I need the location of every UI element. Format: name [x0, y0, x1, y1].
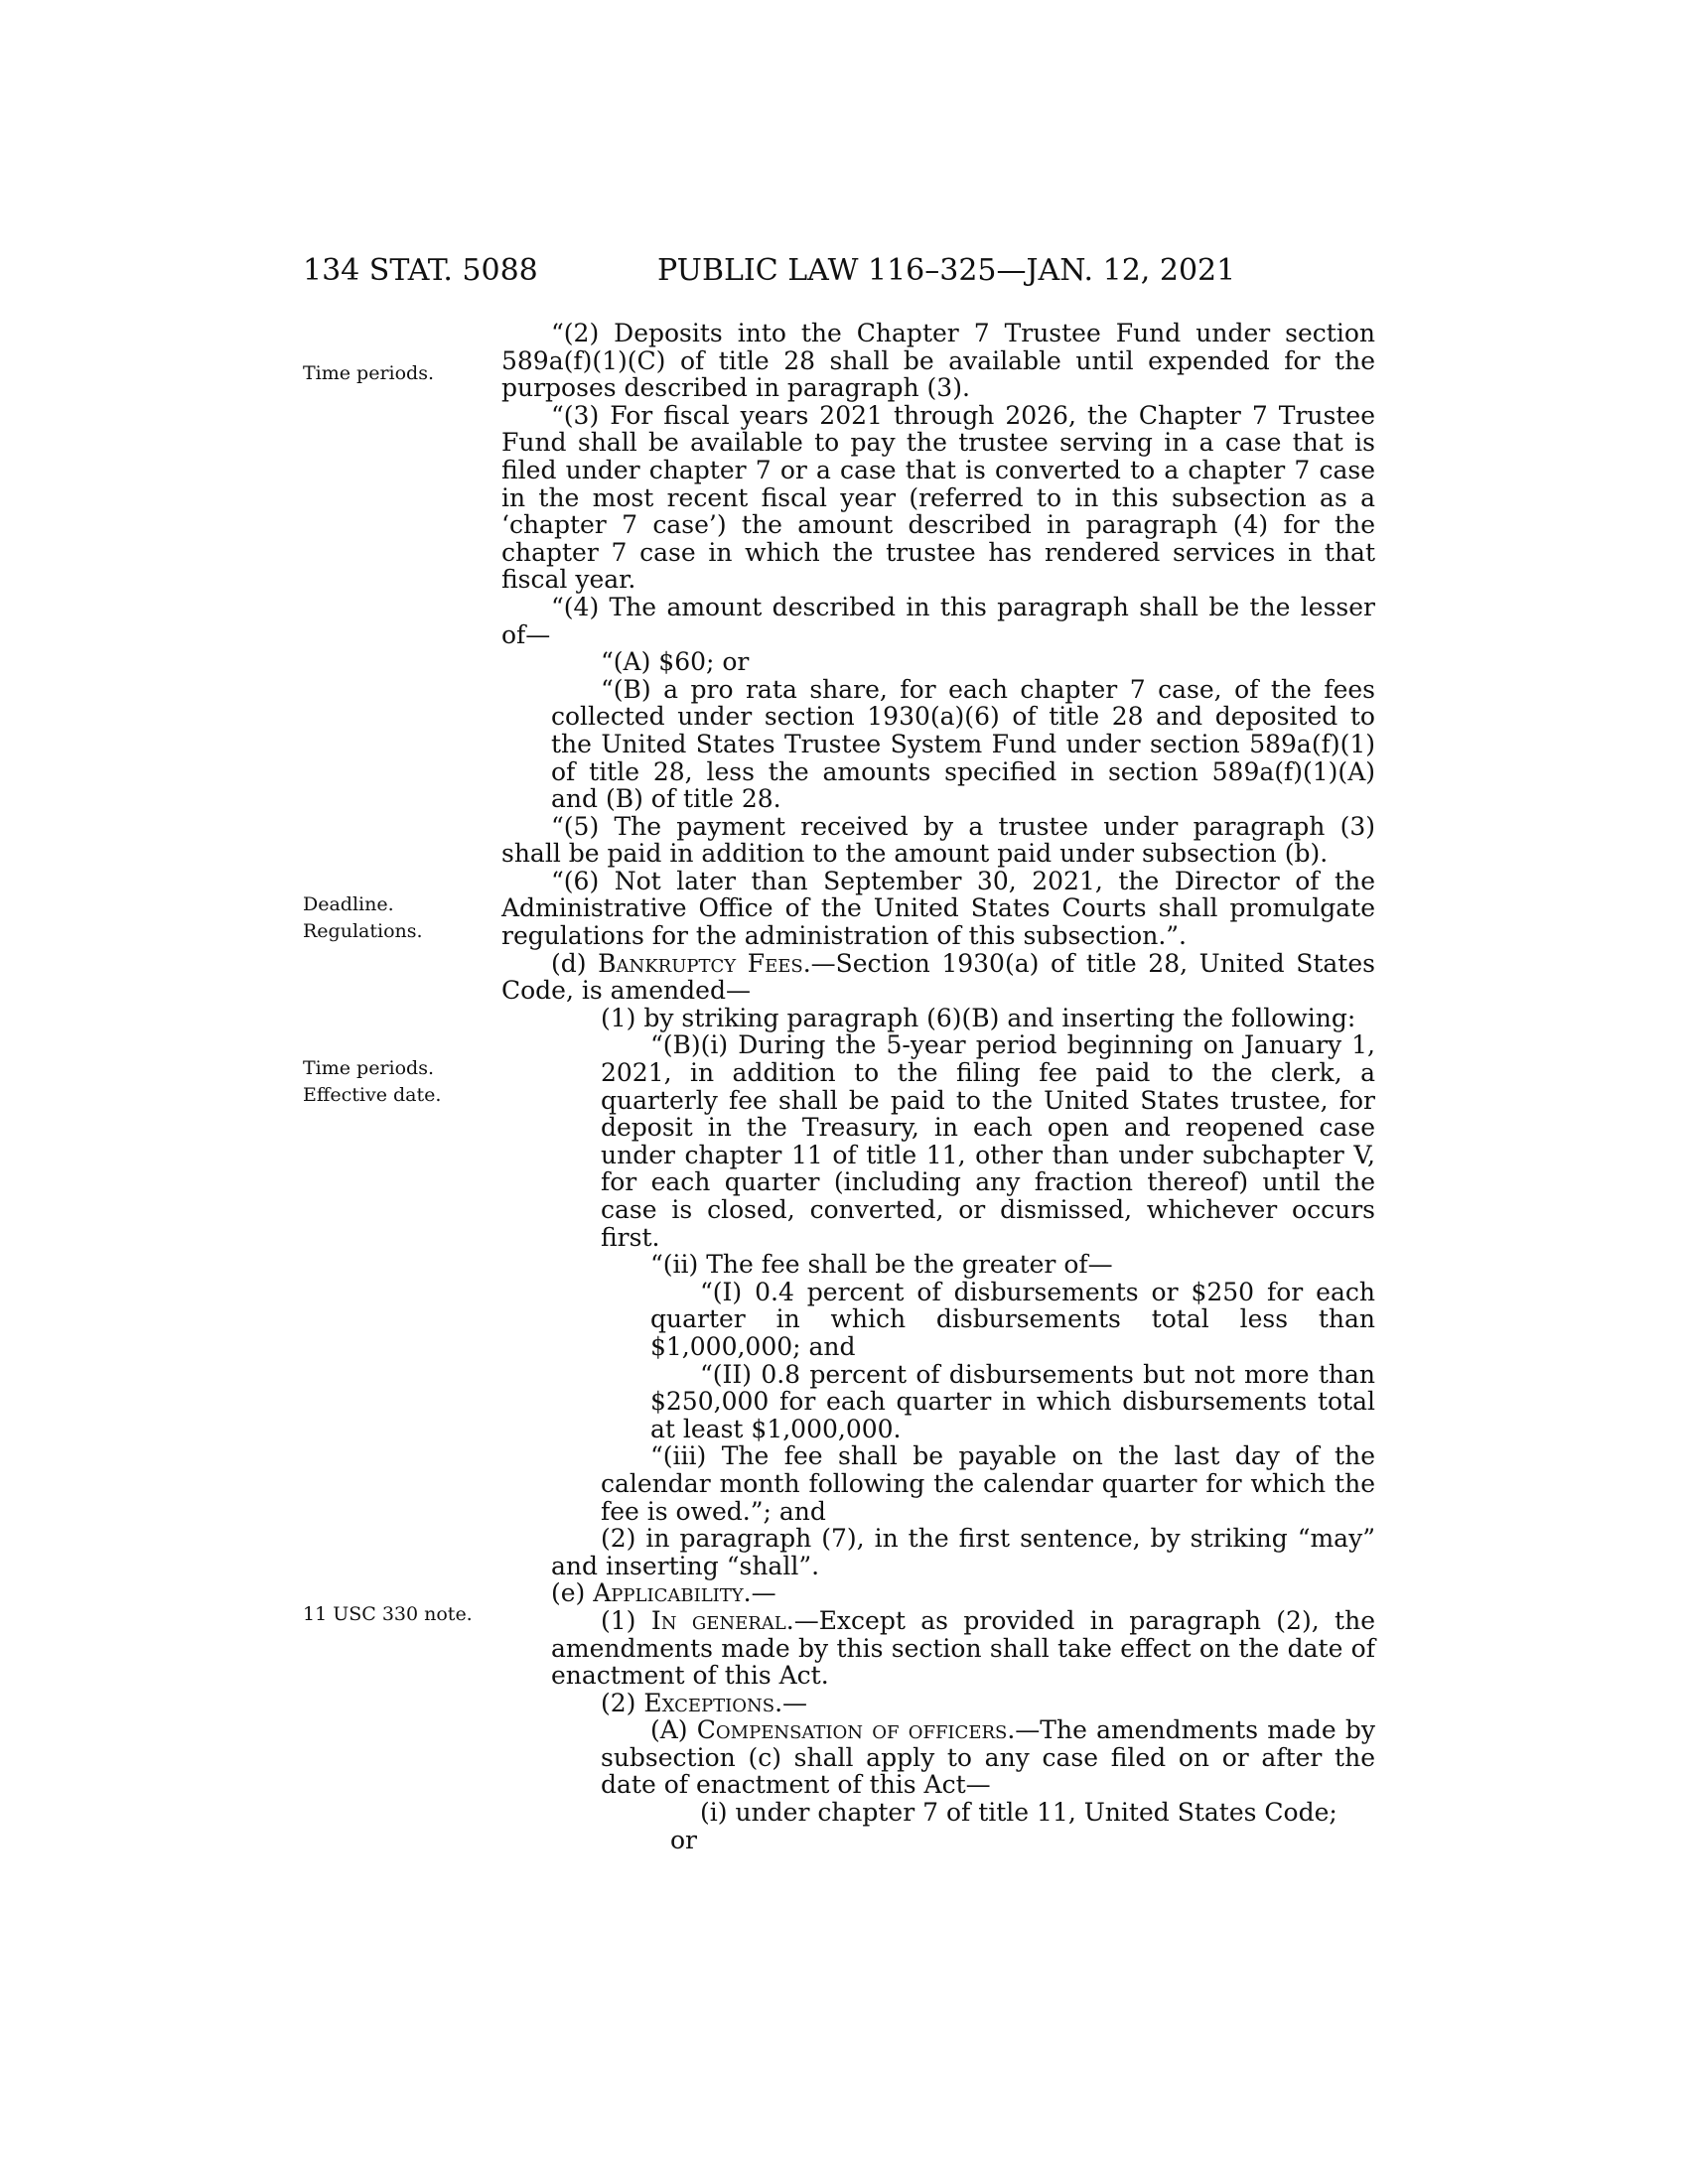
paragraph-label: (2): [601, 1688, 644, 1717]
margin-note-line: Regulations.: [303, 920, 423, 942]
subsection-label: (e): [551, 1578, 594, 1608]
margin-note-deadline-regulations: [303, 891, 423, 945]
subparagraph-text: —The amendments made by subsection (c) shall apply to any case filed on or after the date of enactment of this Act—: [601, 1715, 1375, 1800]
statute-body: [501, 320, 1375, 1853]
clause-b-i: “(B)(i) During the 5-year period beginning on January 1, 2021, in addition to the filing fee paid to the clerk, a quarterly fee shall be paid to the United States trustee, for deposit in the Treasury, in each open and reopened case under chapter 11 of title 11, other than under subchapter V, for each quarter (including any fraction thereof) until the case is closed, converted, or dismissed, whichever occurs first.: [601, 1030, 1375, 1252]
clause-continuation: or: [670, 1825, 698, 1854]
paragraph-label: (1): [601, 1605, 651, 1635]
margin-note-line: Time periods.: [303, 362, 435, 384]
clause-ii: “(ii) The fee shall be the greater of—: [650, 1250, 1113, 1280]
amendment-1: (1) by striking paragraph (6)(B) and inserting the following:: [601, 1003, 1356, 1032]
margin-note-line: Effective date.: [303, 1084, 442, 1106]
subclause-i: “(I) 0.4 percent of disbursements or $250 for each quarter in which disbursements total less than $1,000,000; and: [650, 1277, 1375, 1361]
margin-note-line: Time periods.: [303, 1057, 435, 1079]
subsection-e-applicability: [501, 1579, 1375, 1607]
subparagraph-b: “(B) a pro rata share, for each chapter 7 case, of the fees collected under section 1930(a)(6) of title 28 and deposited to the United States Trustee System Fund under section 589a(f)(1) of title 28, less the amounts specified in section 589a(f)(1)(A) and (B) of title 28.: [551, 674, 1375, 814]
paragraph-3-fiscal-years: “(3) For fiscal years 2021 through 2026, the Chapter 7 Trustee Fund shall be available to pay the trustee serving in a case that is filed under chapter 7 or a case that is converted to a chapter 7 case in the most recent fiscal year (referred to in this subsection as a ‘chapter 7 case’) the amount described in paragraph (4) for the chapter 7 case in which the trustee has rendered services in that fiscal year.: [501, 400, 1375, 595]
subsection-label: (d): [551, 948, 599, 978]
margin-note-line: 11 USC 330 note.: [303, 1603, 473, 1625]
amendment-2: (2) in paragraph (7), in the first sentence, by striking “may” and inserting “shall”.: [551, 1524, 1375, 1580]
paragraph-heading: In general.: [650, 1605, 794, 1635]
subsection-heading: Applicability.: [593, 1578, 752, 1608]
page-number-header: 134 STAT. 5088: [303, 253, 538, 288]
margin-note-time-periods-effective-date: [303, 1055, 441, 1109]
paragraph-text: —: [782, 1688, 808, 1717]
clause-i-chapter-7: (i) under chapter 7 of title 11, United States Code;: [700, 1798, 1337, 1828]
subsection-heading: Bankruptcy Fees.: [598, 948, 811, 978]
margin-note-time-periods: [303, 360, 434, 387]
subsection-d-bankruptcy-fees: [501, 950, 1375, 1005]
paragraph-2-deposits: “(2) Deposits into the Chapter 7 Trustee Fund under section 589a(f)(1)(C) of title 28 shall be available until expended for the purposes described in paragraph (3).: [501, 319, 1375, 403]
subclause-ii: “(II) 0.8 percent of disbursements but not more than $250,000 for each quarter in which disbursements total at least $1,000,000.: [650, 1359, 1375, 1443]
subparagraph-a: “(A) $60; or: [601, 647, 750, 677]
clause-iii: “(iii) The fee shall be payable on the last day of the calendar month following the calendar quarter for which the fee is owed.”; and: [601, 1441, 1375, 1526]
paragraph-heading: Exceptions.: [643, 1688, 783, 1717]
subsection-text: —: [751, 1578, 776, 1608]
margin-note-line: Deadline.: [303, 893, 394, 915]
subparagraph-compensation: [501, 1716, 1375, 1799]
paragraph-4-amount: “(4) The amount described in this paragraph shall be the lesser of—: [501, 592, 1375, 649]
running-title-header: PUBLIC LAW 116–325—JAN. 12, 2021: [657, 253, 1236, 288]
paragraph-exceptions: [501, 1690, 1375, 1717]
subparagraph-label: (A): [650, 1715, 697, 1745]
subparagraph-heading: Compensation of officers.: [696, 1715, 1016, 1745]
paragraph-6-regulations: “(6) Not later than September 30, 2021, the Director of the Administrative Office of the United States Courts shall promulgate regulations for the administration of this subsection.”.: [501, 866, 1375, 951]
paragraph-in-general: [501, 1607, 1375, 1690]
margin-note-usc-note: [303, 1601, 473, 1628]
paragraph-5-payment: “(5) The payment received by a trustee under paragraph (3) shall be paid in addition to the amount paid under subsection (b).: [501, 811, 1375, 869]
subsection-text: —Section 1930(a) of title 28, United States Code, is amended—: [501, 948, 1375, 1006]
paragraph-text: —Except as provided in paragraph (2), the amendments made by this section shall take effect on the date of enactment of this Act.: [551, 1605, 1375, 1691]
